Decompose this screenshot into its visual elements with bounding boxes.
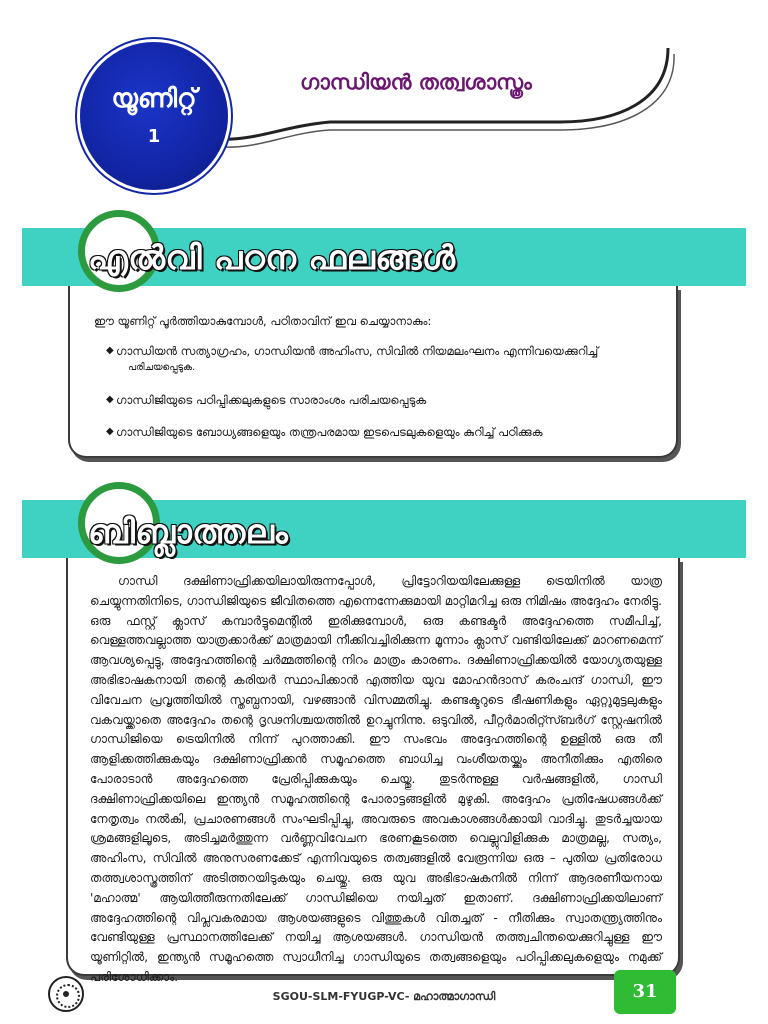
learning-outcomes-box bbox=[68, 286, 678, 458]
learning-outcomes-heading: എൽവി പഠന ഫലങ്ങൾ bbox=[88, 238, 456, 277]
background-box bbox=[66, 558, 680, 984]
footer-code: SGOU-SLM-FYUGP-VC- മഹാത്മാഗാന്ധി bbox=[272, 990, 496, 1003]
outcome-text: ഗാന്ധിയൻ സത്യാഗ്രഹം, ഗാന്ധിയൻ അഹിംസ, സിവിൽ നിയമലംഘനം എന്നിവയെക്കുറിച്ച് bbox=[116, 344, 599, 358]
bullet-icon: ◆ bbox=[106, 345, 114, 356]
background-paragraph: ഗാന്ധി ദക്ഷിണാഫ്രിക്കയിലായിരുന്നപ്പോൾ, പ്രിട്ടോറിയയിലേക്കുള്ള ട്രെയിനിൽ യാത്ര ചെയ്യുന്നതിനിടെ, ഗാന്ധിജിയുടെ ജീവിതത്തെ എന്നെന്നേക്കുമായി മാറ്റിമറിച്ച ഒരു നിമിഷം അദ്ദേഹം നേരിട്ടു. ഒരു ഫസ്റ്റ് ക്ലാസ് കമ്പാർട്ടുമെന്റിൽ ഇരിക്കുമ്പോൾ, ഒരു കണ്ടക്ടർ അദ്ദേഹത്തെ സമീപിച്ച്, വെള്ളത്തവല്ലാത്ത യാത്രക്കാർക്ക് മാത്രമായി നീക്കിവച്ചിരിക്കുന്ന മൂന്നാം ക്ലാസ് വണ്ടിയിലേക്ക് മാറണമെന്ന് ആവശ്യപ്പെട്ടു, അദ്ദേഹത്തിന്റെ ചർമ്മത്തിന്റെ നിറം മാത്രം കാരണം. ദക്ഷിണാഫ്രിക്കയിൽ യോഗ്യതയുള്ള അഭിഭാഷകനായി തന്റെ കരിയർ സ്ഥാപിക്കാൻ എത്തിയ യുവ മോഹൻദാസ് കരംചന്ദ് ഗാന്ധി, ഈ വിവേചന പ്രവൃത്തിയിൽ സ്തബ്ധനായി, വഴങ്ങാൻ വിസമ്മതിച്ചു. കണ്ടക്ടറുടെ ഭീഷണികളും ഏറ്റുമുട്ടലുകളും വകവയ്ക്കാതെ അദ്ദേഹം തന്റെ ദൃഢനിശ്ചയത്തിൽ ഉറച്ചുനിന്നു. ഒടുവിൽ, പീറ്റർമാരിറ്റ്സ്ബർഗ് സ്റ്റേഷനിൽ ഗാന്ധിജിയെ ട്രെയിനിൽ നിന്ന് പുറത്താക്കി. ഈ സംഭവം അദ്ദേഹത്തിന്റെ ഉള്ളിൽ ഒരു തീ ആളിക്കത്തിക്കുകയും ദക്ഷിണാഫ്രിക്കൻ സമൂഹത്തെ ബാധിച്ച വംശീയതയ്ക്കും അനീതിക്കും എതിരെ പോരാടാൻ അദ്ദേഹത്തെ പ്രേരിപ്പിക്കുകയും ചെയ്തു. തുടർന്നുള്ള വർഷങ്ങളിൽ, ഗാന്ധി ദക്ഷിണാഫ്രിക്കയിലെ ഇന്ത്യൻ സമൂഹത്തിന്റെ പോരാട്ടങ്ങളിൽ മുഴുകി. അദ്ദേഹം പ്രതിഷേധങ്ങൾക്ക് നേതൃത്വം നൽകി, പ്രചാരണങ്ങൾ സംഘടിപ്പിച്ചു, അവരുടെ അവകാശങ്ങൾക്കായി വാദിച്ചു. തുടർച്ചയായ ശ്രമങ്ങളിലൂടെ, അടിച്ചമർത്തുന്ന വർണ്ണവിവേചന ഭരണകൂടത്തെ വെല്ലുവിളിക്കുക മാത്രമല്ല, സത്യം, അഹിംസ, സിവിൽ അനുസരണക്കേട് എന്നിവയുടെ തത്വങ്ങളിൽ വേരൂന്നിയ ഒരു – പുതിയ പ്രതിരോധ തത്ത്വശാസ്ത്രത്തിന് അടിത്തറയിടുകയും ചെയ്തു. ഒരു യുവ അഭിഭാഷകനിൽ നിന്ന് ആദരണീയനായ 'മഹാത്മ' ആയിത്തീരുന്നതിലേക്ക് ഗാന്ധിജിയെ നയിച്ചത് ഇതാണ്. ദക്ഷിണാഫ്രിക്കയിലാണ് അദ്ദേഹത്തിന്റെ വിപ്ലവകരമായ ആശയങ്ങളുടെ വിത്തുകൾ വിതച്ചത് - നീതിക്കും സ്വാതന്ത്ര്യത്തിനും വേണ്ടിയുള്ള പ്രസ്ഥാനത്തിലേക്ക് നയിച്ച ആശയങ്ങൾ. ഗാന്ധിയൻ തത്ത്വചിന്തയെക്കുറിച്ചുള്ള ഈ യൂണിറ്റിൽ, ഇന്ത്യൻ സമൂഹത്തെ സ്വാധീനിച്ച ഗാന്ധിയുടെ തത്വങ്ങളെയും പഠിപ്പിക്കലുകളെയും നമുക്ക് പരിശോധിക്കാം. bbox=[90, 574, 662, 984]
background-heading: ബിബ്ലാത്തലം bbox=[88, 512, 289, 551]
outcome-continuation: പരിചയപ്പെടുക. bbox=[128, 362, 196, 373]
learning-outcomes-intro: ഈ യൂണിറ്റ് പൂർത്തിയാകുമ്പോൾ, പഠിതാവിന് ഇവ ചെയ്യാനാകും: bbox=[94, 314, 432, 328]
page-title: ഗാന്ധിയൻ തത്വശാസ്ത്രം bbox=[300, 70, 532, 94]
unit-label: യൂണിറ്റ് bbox=[111, 84, 197, 114]
outcome-text: ഗാന്ധിജിയുടെ പഠിപ്പിക്കലുകളുടെ സാരാംശം പരിചയപ്പെടുക bbox=[116, 393, 427, 407]
list-item bbox=[106, 344, 664, 375]
bullet-icon: ◆ bbox=[106, 426, 114, 437]
outcome-text: ഗാന്ധിജിയുടെ ബോധ്യങ്ങളെയും തന്ത്രപരമായ ഇടപെടലുകളെയും കുറിച്ച് പഠിക്കുക bbox=[116, 425, 543, 439]
bullet-icon: ◆ bbox=[106, 394, 114, 405]
page-number: 31 bbox=[614, 970, 676, 1014]
unit-badge bbox=[80, 42, 228, 190]
list-item bbox=[106, 425, 664, 439]
unit-number: 1 bbox=[147, 126, 161, 147]
learning-outcomes-list bbox=[106, 344, 664, 457]
list-item bbox=[106, 393, 664, 407]
